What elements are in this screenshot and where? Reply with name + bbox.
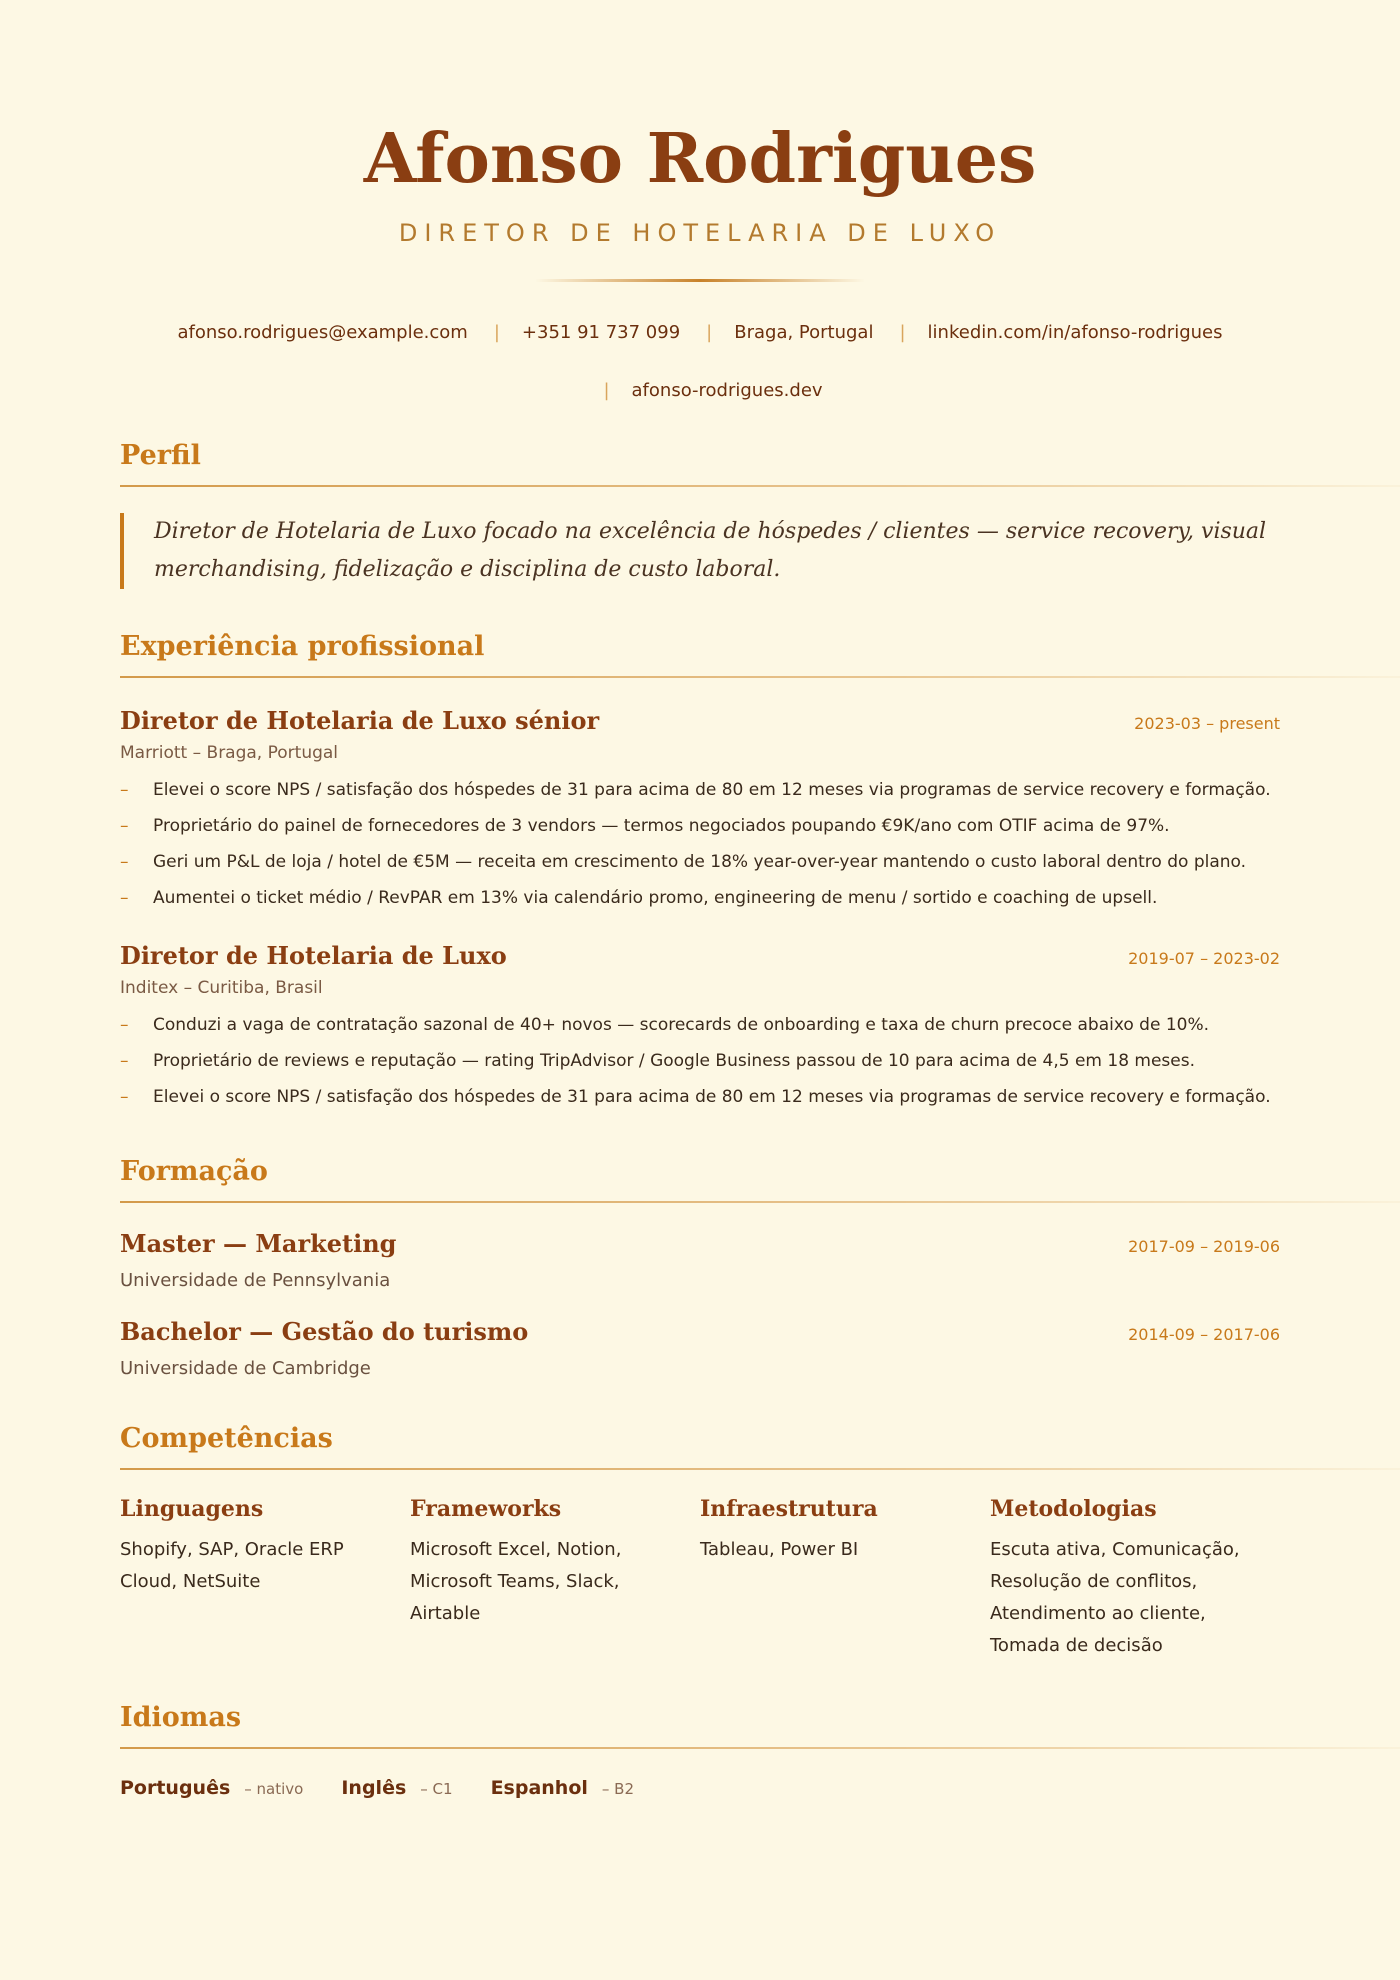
list-item: – Elevei o score NPS / satisfação dos hóspedes de 31 para acima de 80 em 12 meses via programas de service recovery e formação.	[120, 1087, 1271, 1107]
language-level: – C1	[420, 1780, 453, 1798]
job-entry	[120, 706, 1280, 913]
section-title-languages: Idiomas	[120, 1702, 242, 1733]
education-date: 2017-09 – 2019-06	[1128, 1237, 1280, 1256]
section-divider	[120, 1201, 1400, 1203]
section-title-education: Formação	[120, 1156, 268, 1187]
section-divider	[120, 676, 1400, 678]
language-list	[120, 1777, 1280, 1799]
skill-group-heading: Infraestrutura	[700, 1496, 878, 1522]
resume-body	[120, 440, 1280, 1799]
skill-group-heading: Metodologias	[990, 1496, 1157, 1522]
job-company: Inditex – Curitiba, Brasil	[120, 978, 323, 998]
language-level: – nativo	[244, 1780, 304, 1798]
job-title: Diretor de Hotelaria de Luxo sénior	[120, 706, 600, 735]
language-name: Espanhol	[490, 1777, 588, 1799]
contact-website[interactable]: | afonso-rodrigues.dev	[603, 379, 823, 401]
section-divider	[120, 1747, 1400, 1749]
list-item: – Proprietário de reviews e reputação — rating TripAdvisor / Google Business passou de 10 para acima de 4,5 em 18 meses.	[120, 1051, 1196, 1071]
education-entry	[120, 1317, 1280, 1379]
list-item: – Proprietário do painel de fornecedores de 3 vendors — termos negociados poupando €9K/ano com OTIF acima de 97%.	[120, 816, 1170, 836]
education-entry	[120, 1229, 1280, 1291]
skill-group-heading: Linguagens	[120, 1496, 264, 1522]
education-date: 2014-09 – 2017-06	[1128, 1325, 1280, 1344]
language-item	[491, 1777, 634, 1799]
candidate-name: Afonso Rodrigues	[363, 119, 1037, 199]
skill-group	[120, 1496, 410, 1662]
job-title-subtitle: DIRETOR DE HOTELARIA DE LUXO	[398, 218, 1002, 247]
skill-group-heading: Frameworks	[410, 1496, 562, 1522]
language-name: Inglês	[341, 1777, 407, 1799]
skill-group	[700, 1496, 990, 1662]
header-divider	[535, 279, 865, 282]
section-title-profile: Perfil	[120, 440, 201, 471]
skill-group	[990, 1496, 1280, 1662]
profile-section	[120, 440, 1280, 589]
section-divider	[120, 485, 1400, 487]
skill-group-items: Tableau, Power BI	[700, 1539, 859, 1560]
contact-phone[interactable]: | +351 91 737 099	[493, 321, 681, 343]
contact-list	[150, 304, 1250, 420]
education-section	[120, 1156, 1280, 1379]
language-name: Português	[120, 1777, 231, 1799]
language-item	[120, 1777, 303, 1799]
section-title-experience: Experiência profissional	[120, 631, 485, 662]
job-entry	[120, 941, 1280, 1112]
skills-section	[120, 1423, 1280, 1662]
profile-summary: Diretor de Hotelaria de Luxo focado na excelência de hóspedes / clientes — service recovery, visual merchandising, fidelização e disciplina de custo laboral.	[120, 513, 1280, 589]
job-title: Diretor de Hotelaria de Luxo	[120, 941, 507, 970]
resume-header	[0, 0, 1400, 420]
skill-group-items: Shopify, SAP, Oracle ERP Cloud, NetSuite	[120, 1539, 344, 1592]
skills-grid	[120, 1496, 1280, 1662]
skill-group	[410, 1496, 700, 1662]
contact-linkedin[interactable]: | linkedin.com/in/afonso-rodrigues	[899, 321, 1223, 343]
contact-email[interactable]: afonso.rodrigues@example.com	[177, 321, 468, 343]
degree-title: Master — Marketing	[120, 1229, 397, 1258]
experience-section	[120, 631, 1280, 1112]
languages-section	[120, 1702, 1280, 1799]
language-level: – B2	[601, 1780, 635, 1798]
skill-group-items: Escuta ativa, Comunicação, Resolução de conflitos, Atendimento ao cliente, Tomada de decisão	[990, 1539, 1240, 1656]
school-name: Universidade de Pennsylvania	[120, 1270, 391, 1291]
job-bullets	[120, 1010, 1280, 1112]
job-bullets	[120, 775, 1280, 913]
skill-group-items: Microsoft Excel, Notion, Microsoft Teams, Slack, Airtable	[410, 1539, 622, 1624]
language-item	[341, 1777, 452, 1799]
degree-title: Bachelor — Gestão do turismo	[120, 1317, 529, 1346]
list-item: – Geri um P&L de loja / hotel de €5M — receita em crescimento de 18% year-over-year mantendo o custo laboral dentro do plano.	[120, 852, 1247, 872]
section-title-skills: Competências	[120, 1423, 333, 1454]
list-item: – Elevei o score NPS / satisfação dos hóspedes de 31 para acima de 80 em 12 meses via programas de service recovery e formação.	[120, 780, 1271, 800]
job-date: 2019-07 – 2023-02	[1128, 949, 1280, 968]
job-date: 2023-03 – present	[1134, 714, 1280, 733]
list-item: – Conduzi a vaga de contratação sazonal de 40+ novos — scorecards de onboarding e taxa de churn precoce abaixo de 10%.	[120, 1015, 1210, 1035]
job-company: Marriott – Braga, Portugal	[120, 743, 339, 763]
school-name: Universidade de Cambridge	[120, 1358, 371, 1379]
list-item: – Aumentei o ticket médio / RevPAR em 13% via calendário promo, engineering de menu / sortido e coaching de upsell.	[120, 888, 1158, 908]
contact-location: | Braga, Portugal	[706, 321, 874, 343]
section-divider	[120, 1468, 1400, 1470]
